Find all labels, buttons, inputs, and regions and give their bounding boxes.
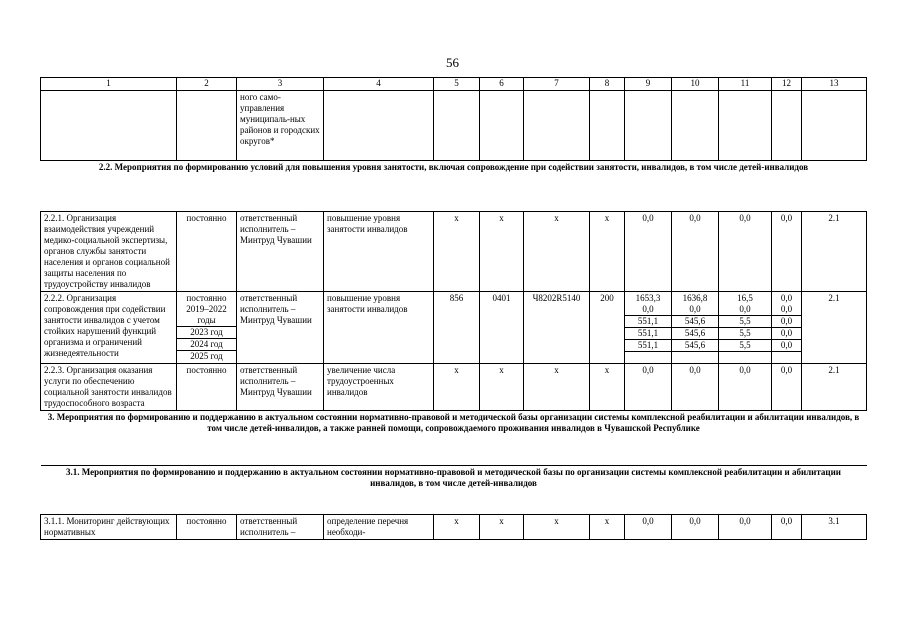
term: 2025 год [177,350,237,362]
section-3-title: 3. Мероприятия по формированию и поддержанию в актуальном состоянии нормативно-правовой и методической базы организации системы комплексной реабилитации и абилитации инвалидов, в том числе детей-инвалидов, а также ранней помощи, сопровождаемого проживания инвалидов в Чувашской Республике [41,411,867,466]
col-num: 8 [590,78,625,91]
amount-local: 0,0 [780,304,793,314]
col-num: 10 [672,78,719,91]
col-num: 6 [480,78,524,91]
indicator-ref: 2.1 [802,212,867,292]
amount-total: 551,1 [625,327,672,339]
measure-name: 3.1.1. Мониторинг действующих нормативных [41,515,177,540]
term: 2023 год [177,326,237,338]
executor: ответственный исполнитель – Минтруд Чувашии [237,364,324,411]
table-row [41,212,867,292]
amount-total: 0,0 [625,364,672,411]
amount-total: 551,1 [625,339,672,352]
result: определение перечня необходи- [324,515,434,540]
rz-pr: x [480,212,524,292]
amount-local: 0,0 [780,293,793,303]
rz-pr: x [480,515,524,540]
amount-federal: 0,0 [672,364,719,411]
amount-local: 0,0 [772,315,802,327]
table-row [41,91,867,161]
amount-total: 551,1 [625,315,672,327]
col-num: 13 [802,78,867,91]
amount-local: 0,0 [772,339,802,352]
section-heading-row [41,466,867,515]
amount-republic: 0,0 [739,304,751,314]
col-num: 3 [237,78,324,91]
measure-name: 2.2.3. Организация оказания услуги по обеспечению социальной занятости инвалидов трудоспособного возраста [41,364,177,411]
section-2-2-title: 2.2. Мероприятия по формированию условий для повышения уровня занятости, включая сопровождение при содействии занятости, инвалидов, в том числе детей-инвалидов [41,161,867,212]
amount-local: 0,0 [772,327,802,339]
amount-local: 0,0 [772,515,802,540]
executor: ответственный исполнитель – Минтруд Чувашии [237,292,324,364]
indicator-ref: 3.1 [802,515,867,540]
amount-total: 0,0 [625,515,672,540]
result: повышение уровня занятости инвалидов [324,292,434,364]
csr: x [524,212,590,292]
col-num: 7 [524,78,590,91]
table-row [41,292,867,364]
col-num: 5 [434,78,480,91]
indicator-ref: 2.1 [802,364,867,411]
csr: x [524,515,590,540]
measure-name: 2.2.2. Организация сопровождения при содействии занятости инвалидов с учетом стойких нарушений функций организма и ограничений жизнедеятельности [41,292,177,364]
grbs: x [434,212,480,292]
amount-republic: 0,0 [719,364,772,411]
amount-local: 0,0 [772,364,802,411]
column-numbers-row [41,78,867,91]
executor: ответственный исполнитель – [237,515,324,540]
result: повышение уровня занятости инвалидов [324,212,434,292]
amount-federal: 1636,8 [682,293,708,303]
amount-republic: 16,5 [737,293,753,303]
term: постоянно [177,364,237,411]
rz-pr: 0401 [480,292,524,364]
amount-federal: 0,0 [689,304,701,314]
indicator-ref: 2.1 [802,292,867,364]
vr: x [590,364,625,411]
amount-republic: 5,5 [719,339,772,352]
col-num: 4 [324,78,434,91]
amount-total: 0,0 [642,304,654,314]
col-num: 11 [719,78,772,91]
result: увеличение числа трудоустроенных инвалидов [324,364,434,411]
program-table [40,77,867,540]
term: постоянно [186,293,227,303]
section-heading-row [41,411,867,466]
amount-republic: 5,5 [719,327,772,339]
section-heading-row [41,161,867,212]
amount-local: 0,0 [772,212,802,292]
vr: 200 [590,292,625,364]
term: 2019–2022 годы [186,304,227,325]
amount-federal: 545,6 [672,339,719,352]
grbs: 856 [434,292,480,364]
measure-name: 2.2.1. Организация взаимодействия учреждений медико-социальной экспертизы, органов службы занятости населения и органов социальной защиты населения по трудоустройству инвалидов [41,212,177,292]
table-row [41,515,867,540]
grbs: x [434,515,480,540]
csr: x [524,364,590,411]
amount-total: 1653,3 [635,293,661,303]
amount-republic: 0,0 [719,515,772,540]
executor: ответственный исполнитель – Минтруд Чувашии [237,212,324,292]
csr: Ч8202R5140 [524,292,590,364]
amount-federal: 545,6 [672,315,719,327]
col-num: 2 [177,78,237,91]
vr: x [590,212,625,292]
amount-federal: 0,0 [672,515,719,540]
amount-republic: 0,0 [719,212,772,292]
col-num: 9 [625,78,672,91]
col-num: 1 [41,78,177,91]
table-row [41,364,867,411]
amount-republic: 5,5 [719,315,772,327]
grbs: x [434,364,480,411]
rz-pr: x [480,364,524,411]
term: постоянно [177,212,237,292]
col-num: 12 [772,78,802,91]
term: 2024 год [177,338,237,350]
vr: x [590,515,625,540]
amount-federal: 545,6 [672,327,719,339]
amount-total: 0,0 [625,212,672,292]
amount-federal: 0,0 [672,212,719,292]
term: постоянно [177,515,237,540]
continued-cell: ного само-управления муниципаль-ных районов и городских округов* [237,91,324,161]
page-number: 56 [446,55,459,70]
section-3-1-title: 3.1. Мероприятия по формированию и поддержанию в актуальном состоянии нормативно-правовой и методической базы по организации системы комплексной реабилитации и абилитации инвалидов, в том числе детей-инвалидов [41,466,867,515]
